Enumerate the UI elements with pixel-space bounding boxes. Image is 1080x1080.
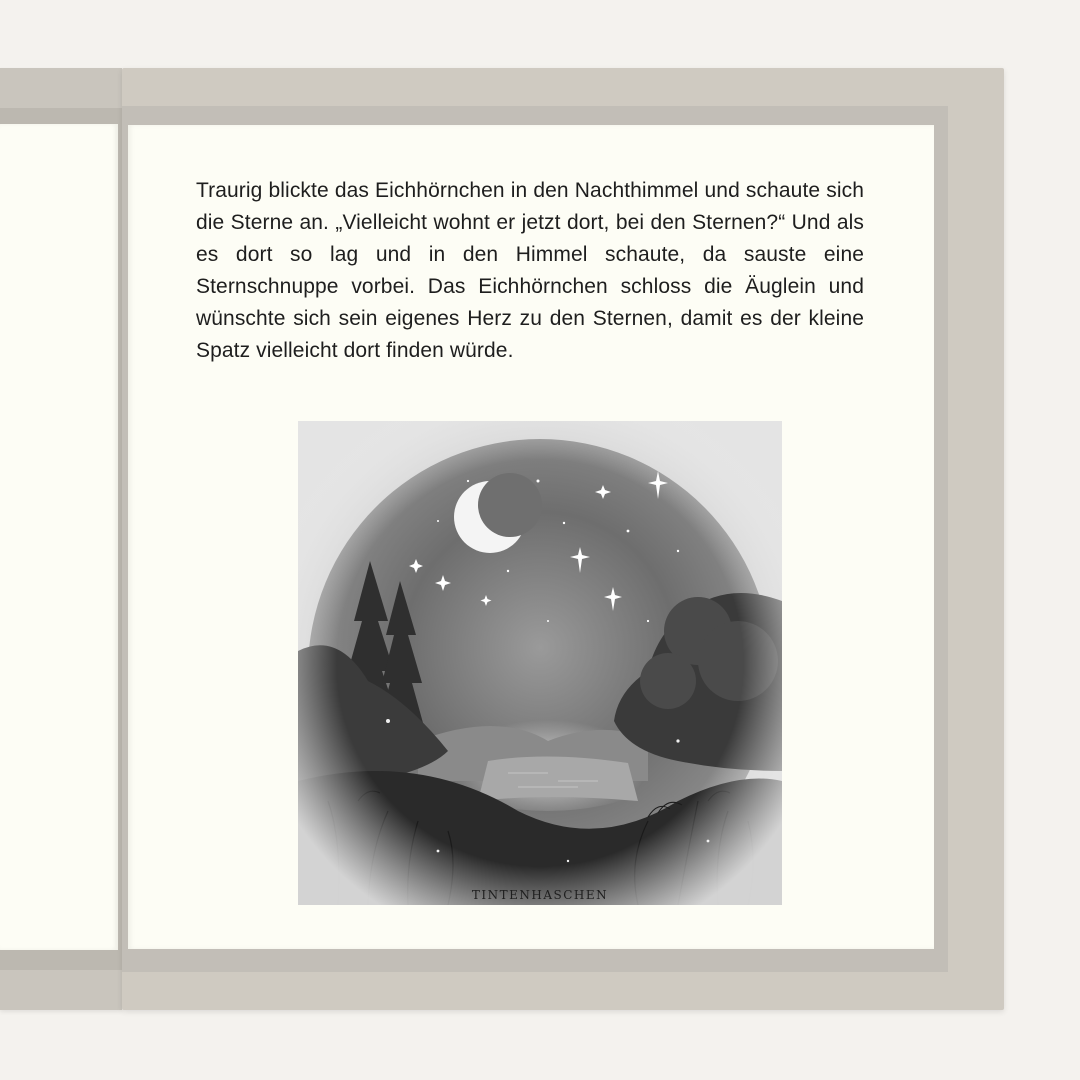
- right-page: [128, 125, 934, 949]
- left-page: [0, 124, 118, 950]
- night-landscape-illustration: [298, 421, 782, 905]
- illustration-vignette: [298, 421, 782, 905]
- right-cover-board: [122, 68, 1004, 1010]
- story-paragraph: Traurig blickte das Eichhörnchen in den Nachthimmel und schaute sich die Sterne an. „Vielleicht wohnt er jetzt dort, bei den Sternen?“ Und als es dort so lag und in den Himmel schaute, da sauste eine Sternschnuppe vorbei. Das Eichhörnchen schloss die Äuglein und wünschte sich sein eigenes Herz zu den Sternen, damit es der kleine Spatz vielleicht dort finden würde.: [196, 179, 864, 362]
- artist-signature: TINTENHASCHEN: [471, 888, 609, 902]
